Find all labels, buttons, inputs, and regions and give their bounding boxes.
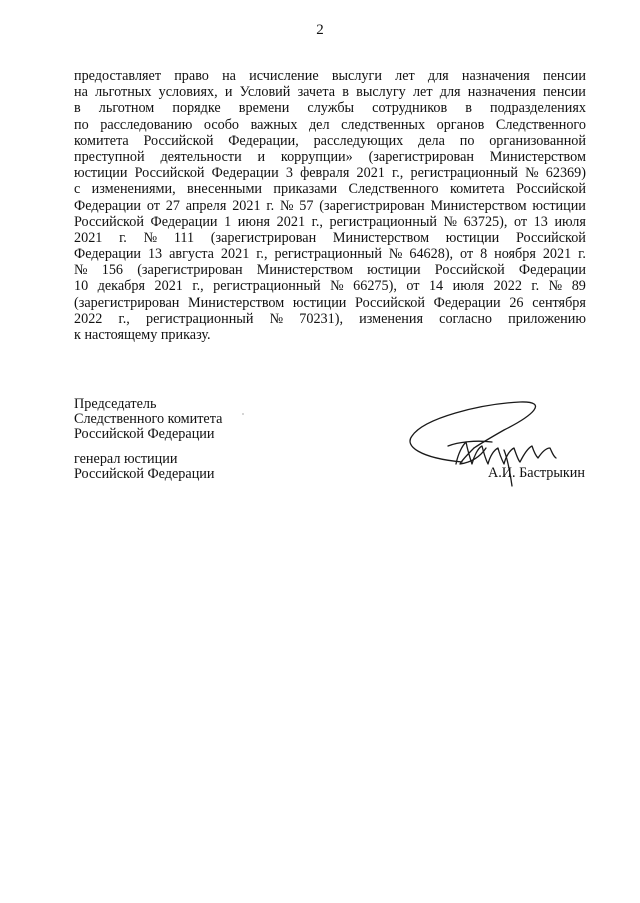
word: юстиции [74, 165, 128, 182]
word: времени [238, 100, 290, 117]
word: 26 [509, 294, 524, 311]
word: сотрудников [372, 100, 448, 117]
text-line [74, 181, 586, 197]
word: 8 [480, 246, 488, 263]
text-line [74, 311, 586, 327]
word: 2021 [356, 165, 385, 182]
word: 64628), [409, 246, 454, 263]
word: Следственного [495, 116, 586, 133]
text-line [74, 133, 586, 149]
word: апреля [185, 197, 227, 214]
word: Министерством [430, 197, 527, 214]
word: от [406, 278, 420, 295]
word: по [74, 116, 89, 133]
word: Министерством [188, 294, 285, 311]
word: условиях, [158, 84, 218, 101]
word: Министерством [256, 262, 353, 279]
word: к настоящему приказу. [74, 327, 211, 343]
word: 63725), [463, 213, 508, 230]
word: назначения [467, 84, 536, 101]
word: комитета [449, 181, 505, 198]
word: приложению [508, 310, 586, 327]
word: г. [578, 246, 586, 263]
word: 10 [74, 278, 89, 295]
word: Следственного [348, 181, 439, 198]
word: комитета [74, 132, 129, 149]
word: органов [436, 116, 485, 133]
word: (зарегистрирован [74, 294, 180, 311]
word: г., [392, 165, 404, 182]
word: (зарегистрирован [319, 197, 425, 214]
word: июля [452, 278, 485, 295]
word: с [74, 181, 81, 198]
word: Российской [134, 165, 205, 182]
word: следственных [341, 116, 426, 133]
word: 156 [101, 262, 124, 279]
word: 62369) [545, 165, 586, 182]
word: зачета [297, 84, 336, 101]
word: лет [412, 84, 433, 101]
word: сентября [532, 294, 586, 311]
signer-name: А.И. Бастрыкин [488, 465, 585, 481]
word: 27 [165, 197, 180, 214]
word: 89 [571, 278, 586, 295]
text-line [74, 100, 586, 116]
word: в [342, 84, 349, 101]
word: Российской [74, 213, 144, 230]
signatory-title [74, 397, 222, 442]
word: приказами [273, 181, 338, 198]
word: пенсии [542, 84, 586, 101]
word: июня [237, 213, 271, 230]
word: 2021 [74, 229, 103, 246]
word: № [330, 278, 344, 295]
word: 66275), [353, 278, 397, 295]
word: пенсии [543, 68, 586, 84]
text-line [74, 230, 586, 246]
word: Федерации [518, 262, 586, 279]
word: г. [266, 197, 275, 214]
word: регистрационный [329, 213, 437, 230]
word: № [74, 262, 88, 279]
word: г., [256, 246, 268, 263]
text-line [74, 327, 586, 343]
word: Федерации [150, 213, 218, 230]
word: в [465, 100, 472, 117]
word: согласно [439, 310, 493, 327]
word: деятельности [160, 148, 242, 165]
text-line [74, 149, 586, 165]
word: 3 [285, 165, 293, 182]
word: Условий [239, 84, 291, 101]
text-line [74, 117, 586, 133]
word: 57 [299, 197, 314, 214]
word: регистрационный [213, 278, 321, 295]
word: Федерации [433, 294, 501, 311]
word: и [224, 84, 233, 101]
word: № [269, 310, 284, 327]
signatory-title-line: Российской Федерации [74, 426, 215, 442]
signatory-rank-line: генерал юстиции [74, 451, 178, 467]
word: г., [311, 213, 323, 230]
word: изменениями, [91, 181, 176, 198]
word: коррупции» [280, 148, 353, 165]
signatory-title-line: Председатель [74, 396, 157, 412]
word: юстиции [367, 262, 421, 279]
word: Российской [143, 132, 214, 149]
word: Федерации, [228, 132, 299, 149]
word: дел [308, 116, 330, 133]
word: службы [307, 100, 355, 117]
word: по [459, 132, 475, 149]
word: 2021 [220, 246, 250, 263]
text-line [74, 214, 586, 230]
word: регистрационный [145, 310, 254, 327]
word: организованной [489, 132, 586, 149]
text-line [74, 165, 586, 181]
signatory-rank [74, 452, 214, 482]
word: на [74, 84, 88, 101]
word: лет [395, 68, 415, 84]
word: изменения [359, 310, 424, 327]
word: дела [418, 132, 445, 149]
word: 2021 [232, 197, 261, 214]
word: г. [531, 278, 540, 295]
word: Министерством [332, 229, 430, 246]
text-line [74, 198, 586, 214]
word: № [525, 165, 539, 182]
word: выслуги [331, 68, 382, 84]
word: Федерации [74, 197, 142, 214]
word: № [143, 229, 158, 246]
word: июля [554, 213, 586, 230]
word: для [439, 84, 461, 101]
signatory-rank-line: Российской Федерации [74, 466, 215, 482]
word: право [174, 68, 209, 84]
word: от [513, 213, 528, 230]
word: декабря [97, 278, 146, 295]
word: № [548, 278, 563, 295]
word: г. [119, 229, 127, 246]
word: № [388, 246, 403, 263]
text-line [74, 246, 586, 262]
word: 2021 [154, 278, 183, 295]
word: № [443, 213, 458, 230]
word: г., [192, 278, 204, 295]
word: исчисление [249, 68, 319, 84]
word: ноября [494, 246, 536, 263]
word: внесенными [187, 181, 263, 198]
word: (зарегистрирован [368, 148, 474, 165]
word: (зарегистрирован [210, 229, 317, 246]
word: 2022 [74, 310, 103, 327]
word: (зарегистрирован [137, 262, 243, 279]
word: от [146, 197, 160, 214]
text-line [74, 262, 586, 278]
word: преступной [74, 148, 145, 165]
word: Федерации [211, 165, 279, 182]
word: Российской [515, 229, 586, 246]
word: юстиции [445, 229, 500, 246]
word: 14 [428, 278, 444, 295]
text-line [74, 295, 586, 311]
word: предоставляет [74, 68, 162, 84]
word: 2021 [542, 246, 572, 263]
word: льготных [95, 84, 152, 101]
text-line [74, 68, 586, 84]
handwritten-signature [400, 398, 590, 498]
text-line [74, 84, 586, 100]
word: 111 [173, 229, 195, 246]
word: 1 [224, 213, 232, 230]
word: выслугу [356, 84, 406, 101]
page-number: 2 [316, 22, 324, 38]
word: 13 [533, 213, 548, 230]
signatory-title-line: Следственного комитета [74, 411, 223, 427]
word: от [460, 246, 474, 263]
word: 13 [147, 246, 163, 263]
body-text [74, 68, 586, 343]
word: Министерством [489, 148, 586, 165]
word: назначения [461, 68, 530, 84]
scan-speck [242, 413, 244, 415]
word: № [279, 197, 294, 214]
word: Российской [434, 262, 505, 279]
word: Российской [516, 181, 586, 198]
word: подразделениях [490, 100, 586, 117]
word: юстиции [292, 294, 347, 311]
word: расследованию [100, 116, 193, 133]
word: 2022 [493, 278, 522, 295]
word: льготном [98, 100, 155, 117]
word: юстиции [532, 197, 586, 214]
word: порядке [172, 100, 221, 117]
word: особо [203, 116, 240, 133]
word: регистрационный [274, 246, 382, 263]
word: августа [169, 246, 214, 263]
word: 2021 [276, 213, 306, 230]
word: в [74, 100, 81, 117]
word: для [427, 68, 449, 84]
word: Российской [355, 294, 425, 311]
text-line [74, 278, 586, 294]
word: расследующих [313, 132, 404, 149]
word: 70231), [299, 310, 343, 327]
word: г., [118, 310, 130, 327]
word: важных [250, 116, 298, 133]
word: февраля [300, 165, 350, 182]
word: и [257, 148, 266, 165]
word: регистрационный [410, 165, 518, 182]
word: на [222, 68, 236, 84]
word: Федерации [74, 246, 142, 263]
